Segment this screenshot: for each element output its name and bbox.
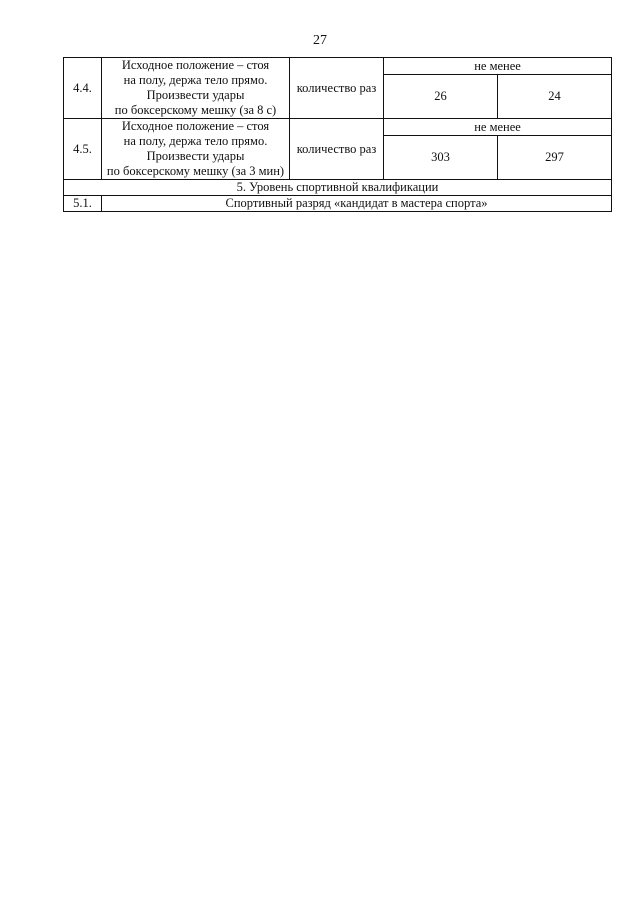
table-row	[64, 196, 612, 212]
value-cell: 24	[498, 75, 612, 119]
unit-cell: количество раз	[290, 119, 384, 180]
description-line: Произвести удары	[146, 88, 245, 102]
section-title: 5. Уровень спортивной квалификации	[64, 180, 612, 196]
value-cell: 303	[384, 136, 498, 180]
row-number: 4.5.	[64, 119, 102, 180]
description-line: на полу, держа тело прямо.	[123, 134, 268, 148]
description-line: Исходное положение – стоя	[121, 58, 270, 72]
description-line: по боксерскому мешку (за 8 с)	[114, 103, 277, 117]
unit-cell: количество раз	[290, 58, 384, 119]
value-cell: 297	[498, 136, 612, 180]
requirement-header: не менее	[384, 58, 612, 75]
row-number: 5.1.	[64, 196, 102, 212]
value-cell: 26	[384, 75, 498, 119]
exercise-description	[102, 58, 290, 119]
requirement-header: не менее	[384, 119, 612, 136]
exercise-description	[102, 119, 290, 180]
description-line: Исходное положение – стоя	[121, 119, 270, 133]
item-text: Спортивный разряд «кандидат в мастера спорта»	[102, 196, 612, 212]
section-row	[64, 180, 612, 196]
description-line: на полу, держа тело прямо.	[123, 73, 268, 87]
table-row	[64, 58, 612, 75]
description-line: по боксерскому мешку (за 3 мин)	[106, 164, 285, 178]
description-line: Произвести удары	[146, 149, 245, 163]
row-number: 4.4.	[64, 58, 102, 119]
norms-table	[63, 57, 612, 212]
page-number: 27	[313, 33, 327, 48]
table-row	[64, 119, 612, 136]
